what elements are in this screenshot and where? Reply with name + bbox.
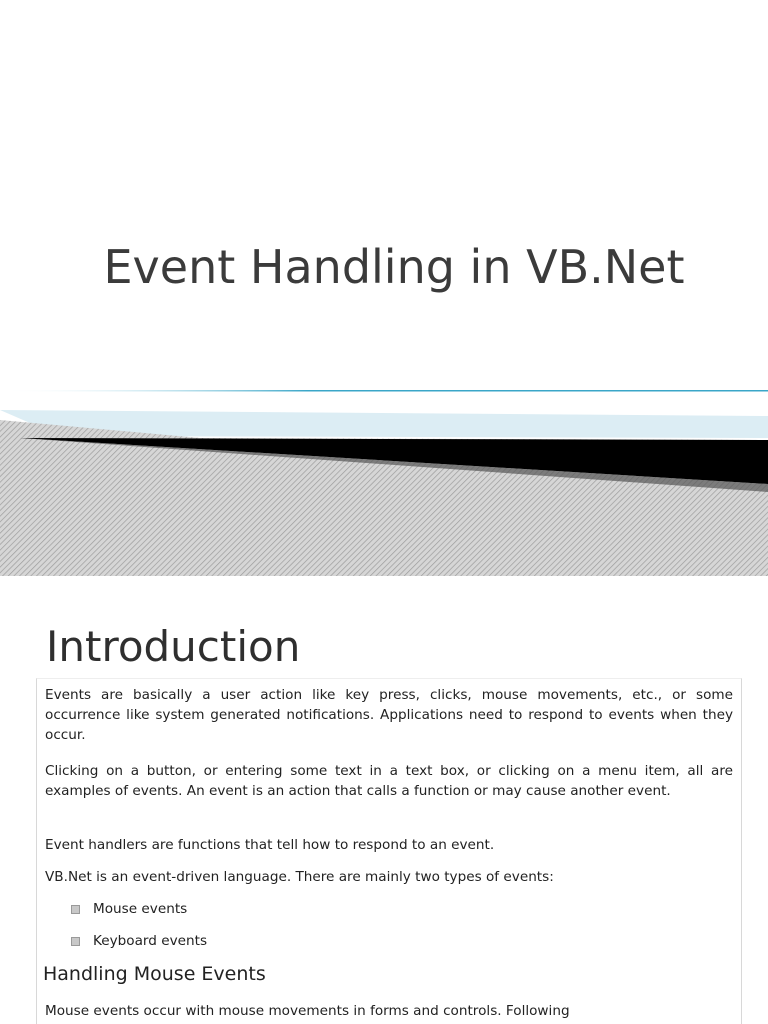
content-box <box>36 678 742 1024</box>
bullet-text: Mouse events <box>93 901 188 917</box>
slide-heading: Introduction <box>46 622 301 671</box>
square-bullet-icon <box>71 937 80 946</box>
paragraph-2: Clicking on a button, or entering some text in a text box, or clicking on a menu item, all are examples of events. An event is an action that calls a function or may cause another event. <box>45 763 733 799</box>
bullet-text: Keyboard events <box>93 933 208 949</box>
subheading: Handling Mouse Events <box>43 963 266 985</box>
paragraph-4: VB.Net is an event-driven language. There are mainly two types of events: <box>45 869 554 885</box>
list-item <box>93 931 207 951</box>
slide-title: Event Handling in VB.Net <box>103 240 685 294</box>
square-bullet-icon <box>71 905 80 914</box>
introduction-slide <box>0 576 768 1024</box>
paragraph-5: Mouse events occur with mouse movements in forms and controls. Following <box>45 1003 570 1019</box>
accent-line <box>0 390 768 392</box>
paragraph-1: Events are basically a user action like key press, clicks, mouse movements, etc., or some occurrence like system generated notifications. Applications need to respond to events when they occur. <box>45 687 733 743</box>
list-item <box>93 899 187 919</box>
paragraph-3: Event handlers are functions that tell how to respond to an event. <box>45 837 495 853</box>
decorative-banner <box>0 380 768 576</box>
